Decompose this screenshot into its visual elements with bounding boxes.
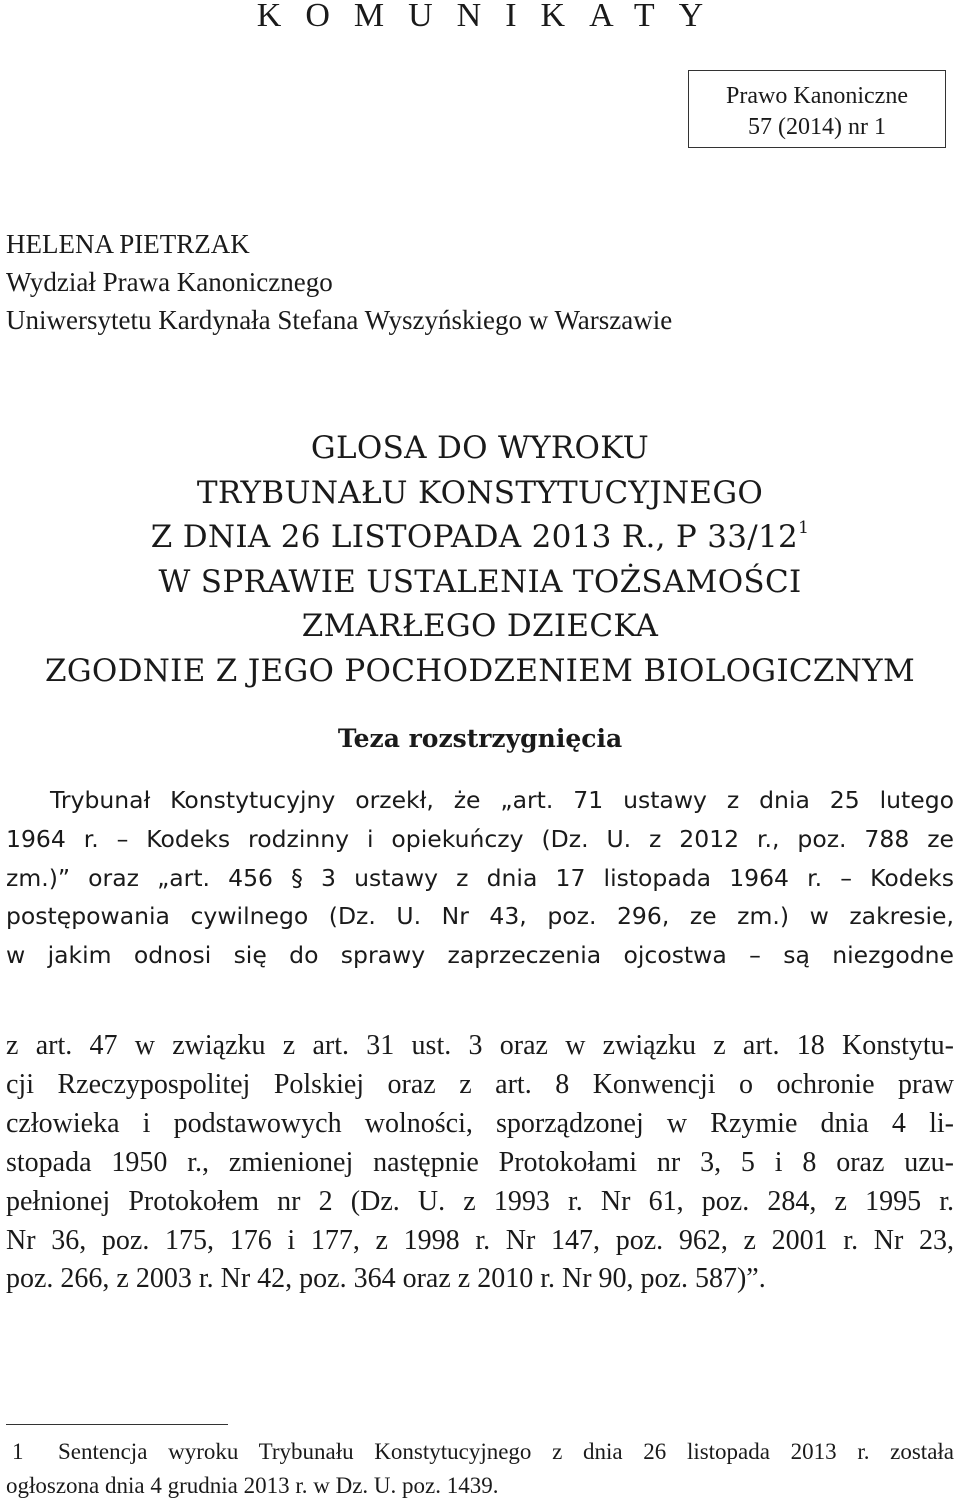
footnote (6, 1435, 954, 1503)
paragraph-line: zm.)” oraz „art. 456 § 3 ustawy z dnia 17 listopada 1964 r. – Kodeks (6, 863, 954, 892)
section-header: KOMUNIKATY (256, 0, 728, 34)
title-line-text: Z DNIA 26 LISTOPADA 2013 R., P 33/12 (150, 519, 799, 555)
paragraph-line: Nr 36, poz. 175, 176 i 177, z 1998 r. Nr 147, poz. 962, z 2001 r. Nr 23, (6, 1224, 954, 1256)
paragraph-line: w jakim odnosi się do sprawy zaprzeczenia ojcostwa – są niezgodne (6, 941, 954, 970)
title-line: TRYBUNAŁU KONSTYTUCYJNEGO (196, 474, 764, 511)
paragraph-line: poz. 266, z 2003 r. Nr 42, poz. 364 oraz z 2010 r. Nr 90, poz. 587)”. (6, 1263, 766, 1295)
footnote-text: Sentencja wyroku Trybunału Konstytucyjnego z dnia 26 listopada 2013 r. została (58, 1439, 954, 1464)
paragraph-line: człowieka i podstawowych wolności, sporządzonej w Rzymie dnia 4 li- (6, 1107, 954, 1139)
paragraph-line: cji Rzeczypospolitej Polskiej oraz z art. 8 Konwencji o ochronie praw (6, 1068, 954, 1100)
article-title (0, 426, 960, 693)
journal-name: Prawo Kanoniczne (726, 83, 908, 109)
paragraph-line: stopada 1950 r., zmienionej następnie Protokołami nr 3, 5 i 8 oraz uzu- (6, 1146, 954, 1178)
paragraph-line: Trybunał Konstytucyjny orzekł, że „art. 71 ustawy z dnia 25 lutego (50, 786, 954, 814)
author-faculty: Wydział Prawa Kanonicznego (6, 267, 333, 297)
author-block (6, 225, 672, 339)
footnote-line: ogłoszona dnia 4 grudnia 2013 r. w Dz. U. poz. 1439. (6, 1473, 499, 1498)
footnote-number: 1 (12, 1439, 24, 1464)
title-line: GLOSA DO WYROKU (310, 430, 650, 466)
title-line: ZGODNIE Z JEGO POCHODZENIEM BIOLOGICZNYM (44, 652, 915, 689)
footnote-divider (6, 1424, 228, 1425)
author-name: HELENA PIETRZAK (6, 229, 250, 259)
journal-issue: 57 (2014) nr 1 (748, 114, 886, 140)
paragraph-line: 1964 r. – Kodeks rodzinny i opiekuńczy (Dz. U. z 2012 r., poz. 788 ze (6, 824, 954, 853)
title-line: W SPRAWIE USTALENIA TOŻSAMOŚCI (158, 563, 802, 600)
journal-info-box (688, 70, 946, 148)
paragraph-line: z art. 47 w związku z art. 31 ust. 3 oraz w związku z art. 18 Konstytu- (6, 1030, 954, 1061)
title-line: ZMARŁEGO DZIECKA (301, 608, 659, 644)
thesis-heading: Teza rozstrzygnięcia (337, 724, 623, 753)
footnote-line (6, 1435, 954, 1469)
paragraph-line: postępowania cywilnego (Dz. U. Nr 43, poz. 296, ze zm.) w zakresie, (6, 902, 954, 931)
title-line (0, 515, 960, 560)
thesis-paragraph-serif (6, 1027, 954, 1299)
author-university: Uniwersytetu Kardynała Stefana Wyszyńskiego w Warszawie (6, 305, 673, 335)
footnote-reference[interactable]: 1 (798, 518, 810, 538)
thesis-paragraph-sans (6, 781, 954, 975)
paragraph-line: pełnionej Protokołem nr 2 (Dz. U. z 1993 r. Nr 61, poz. 284, z 1995 r. (6, 1185, 954, 1217)
